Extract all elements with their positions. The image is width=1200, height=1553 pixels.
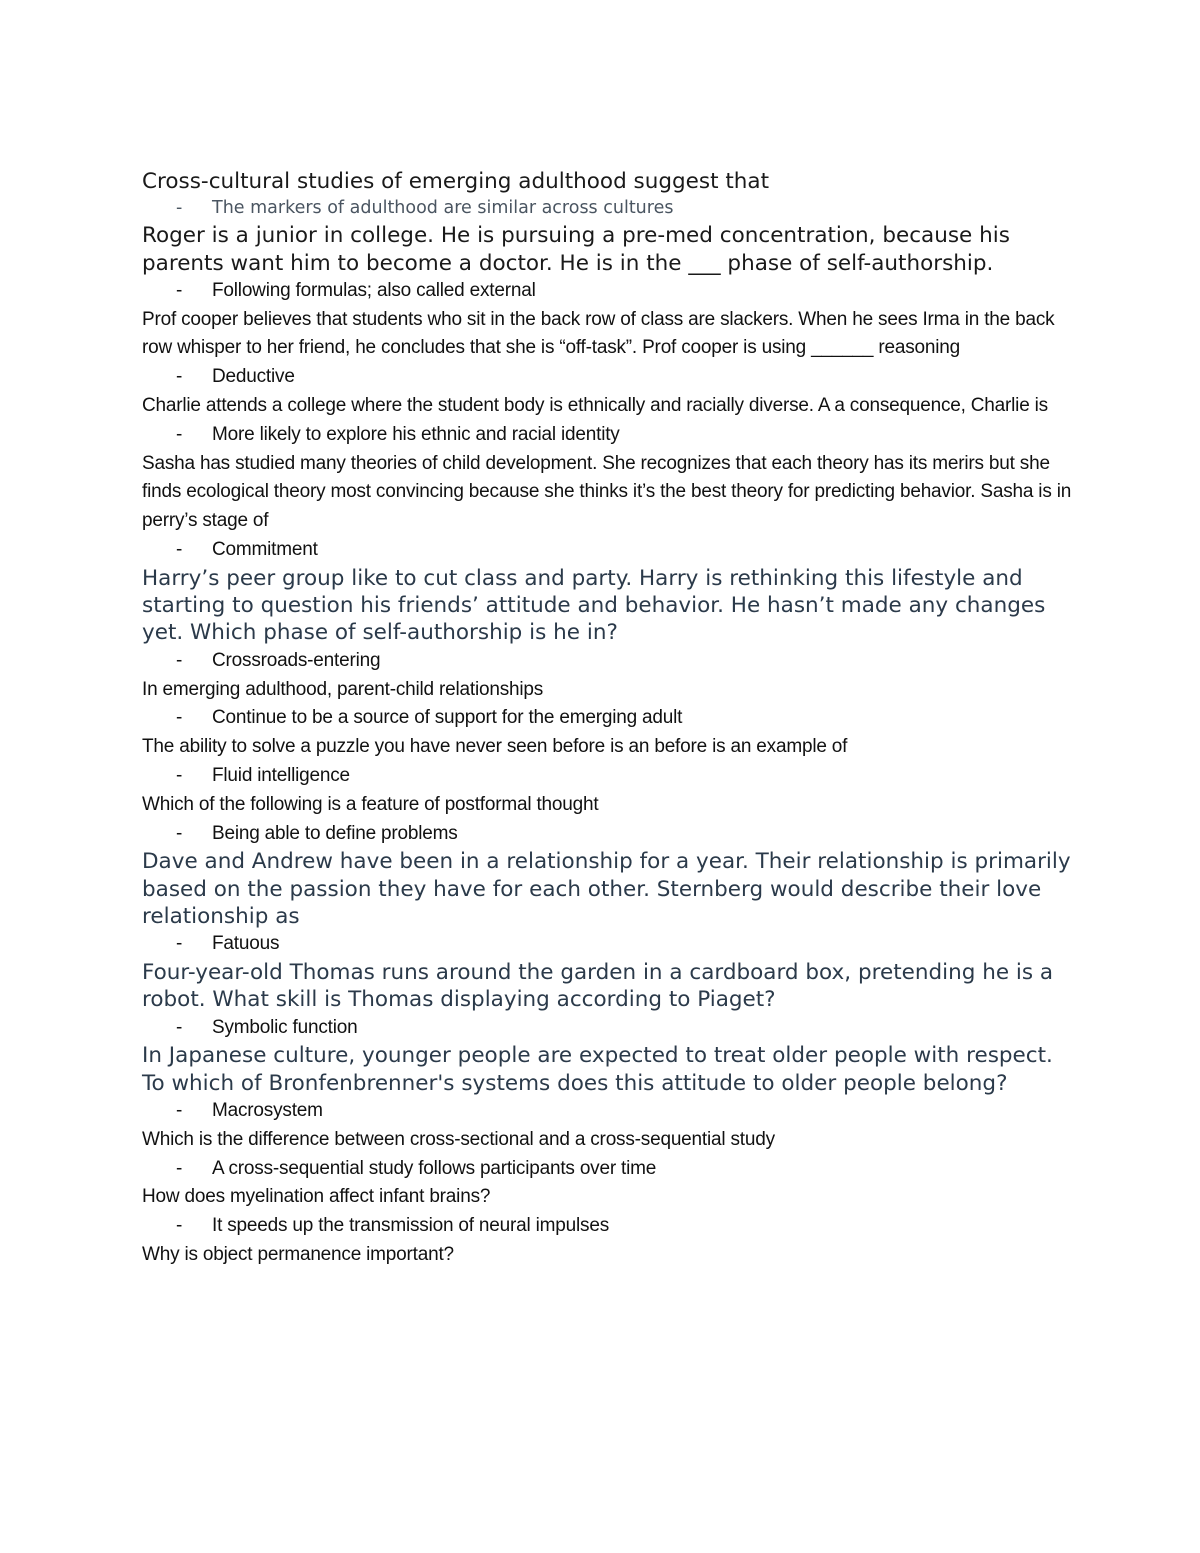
answer-item bbox=[142, 1097, 1072, 1126]
answer-text: Being able to define problems bbox=[212, 822, 458, 844]
question-text: Four-year-old Thomas runs around the garden in a cardboard box, pretending he is a robot. What skill is Thomas displaying according to Piaget? bbox=[142, 960, 1054, 1013]
bullet-dash: - bbox=[176, 649, 183, 671]
question-text: Roger is a junior in college. He is pursuing a pre-med concentration, because his parents want him to become a doctor. He is in the ___ phase of self-authorship. bbox=[142, 223, 1010, 276]
answer-item bbox=[142, 1212, 1072, 1241]
question-text: How does myelination affect infant brains? bbox=[142, 1186, 491, 1208]
question-text: Sasha has studied many theories of child development. She recognizes that each theory has its merirs but she finds ecological theory most convincing because she thinks it’s the best theory for predicting behavior. Sasha is in perry’s stage of bbox=[142, 452, 1072, 532]
answer-item bbox=[142, 421, 1072, 450]
bullet-dash: - bbox=[176, 279, 183, 301]
bullet-dash: - bbox=[176, 764, 183, 786]
answer-item bbox=[142, 1155, 1072, 1184]
question-text: The ability to solve a puzzle you have never seen before is an before is an example of bbox=[142, 736, 848, 758]
bullet-dash: - bbox=[176, 198, 183, 219]
answer-item bbox=[142, 536, 1072, 565]
bullet-dash: - bbox=[176, 423, 183, 445]
answer-text: Crossroads-entering bbox=[212, 649, 381, 671]
answer-text: Deductive bbox=[212, 366, 295, 388]
document-body bbox=[142, 168, 1072, 1270]
bullet-dash: - bbox=[176, 933, 183, 955]
question-text: Dave and Andrew have been in a relationship for a year. Their relationship is primarily based on the passion they have for each other. Sternberg would describe their love relationship as bbox=[142, 849, 1071, 929]
answer-text: A cross-sequential study follows participants over time bbox=[212, 1157, 657, 1179]
bullet-dash: - bbox=[176, 539, 183, 561]
answer-item bbox=[142, 930, 1072, 959]
bullet-dash: - bbox=[176, 1016, 183, 1038]
question-text: Which of the following is a feature of postformal thought bbox=[142, 793, 599, 815]
bullet-dash: - bbox=[176, 1215, 183, 1237]
answer-item bbox=[142, 195, 1072, 222]
question-text: Cross-cultural studies of emerging adulthood suggest that bbox=[142, 169, 770, 194]
bullet-dash: - bbox=[176, 366, 183, 388]
answer-text: Macrosystem bbox=[212, 1100, 323, 1121]
question-text: Harry’s peer group like to cut class and party. Harry is rethinking this lifestyle and starting to question his friends’ attitude and behavior. He hasn’t made any changes yet. Which phase of self-authorship is he in? bbox=[142, 565, 1046, 646]
answer-item bbox=[142, 820, 1072, 849]
answer-item bbox=[142, 277, 1072, 306]
answer-text: It speeds up the transmission of neural impulses bbox=[212, 1215, 609, 1237]
question-text: In emerging adulthood, parent-child relationships bbox=[142, 678, 544, 700]
question-text: Why is object permanence important? bbox=[142, 1243, 454, 1265]
bullet-dash: - bbox=[176, 1157, 183, 1179]
question-text: Which is the difference between cross-sectional and a cross-sequential study bbox=[142, 1128, 775, 1150]
bullet-dash: - bbox=[176, 1100, 183, 1121]
answer-item bbox=[142, 647, 1072, 676]
answer-text: Symbolic function bbox=[212, 1016, 358, 1038]
answer-text: Following formulas; also called external bbox=[212, 279, 536, 301]
answer-text: Fluid intelligence bbox=[212, 764, 350, 786]
bullet-dash: - bbox=[176, 707, 183, 729]
answer-text: The markers of adulthood are similar across cultures bbox=[212, 198, 674, 219]
answer-text: Continue to be a source of support for the emerging adult bbox=[212, 707, 683, 729]
answer-item bbox=[142, 1014, 1072, 1043]
question-text: Prof cooper believes that students who sit in the back row of class are slackers. When he sees Irma in the back row whisper to her friend, he concludes that she is “off-task”. Prof cooper is using ______ reasoning bbox=[142, 308, 1055, 359]
answer-item bbox=[142, 762, 1072, 791]
question-text: In Japanese culture, younger people are expected to treat older people with respect. To which of Bronfenbrenner's systems does this attitude to older people belong? bbox=[142, 1043, 1053, 1096]
question-text: Charlie attends a college where the student body is ethnically and racially diverse. A a consequence, Charlie is bbox=[142, 395, 1048, 417]
answer-item bbox=[142, 704, 1072, 733]
answer-text: More likely to explore his ethnic and racial identity bbox=[212, 423, 620, 445]
bullet-dash: - bbox=[176, 822, 183, 844]
answer-text: Commitment bbox=[212, 539, 318, 561]
answer-text: Fatuous bbox=[212, 933, 280, 955]
answer-item bbox=[142, 363, 1072, 392]
